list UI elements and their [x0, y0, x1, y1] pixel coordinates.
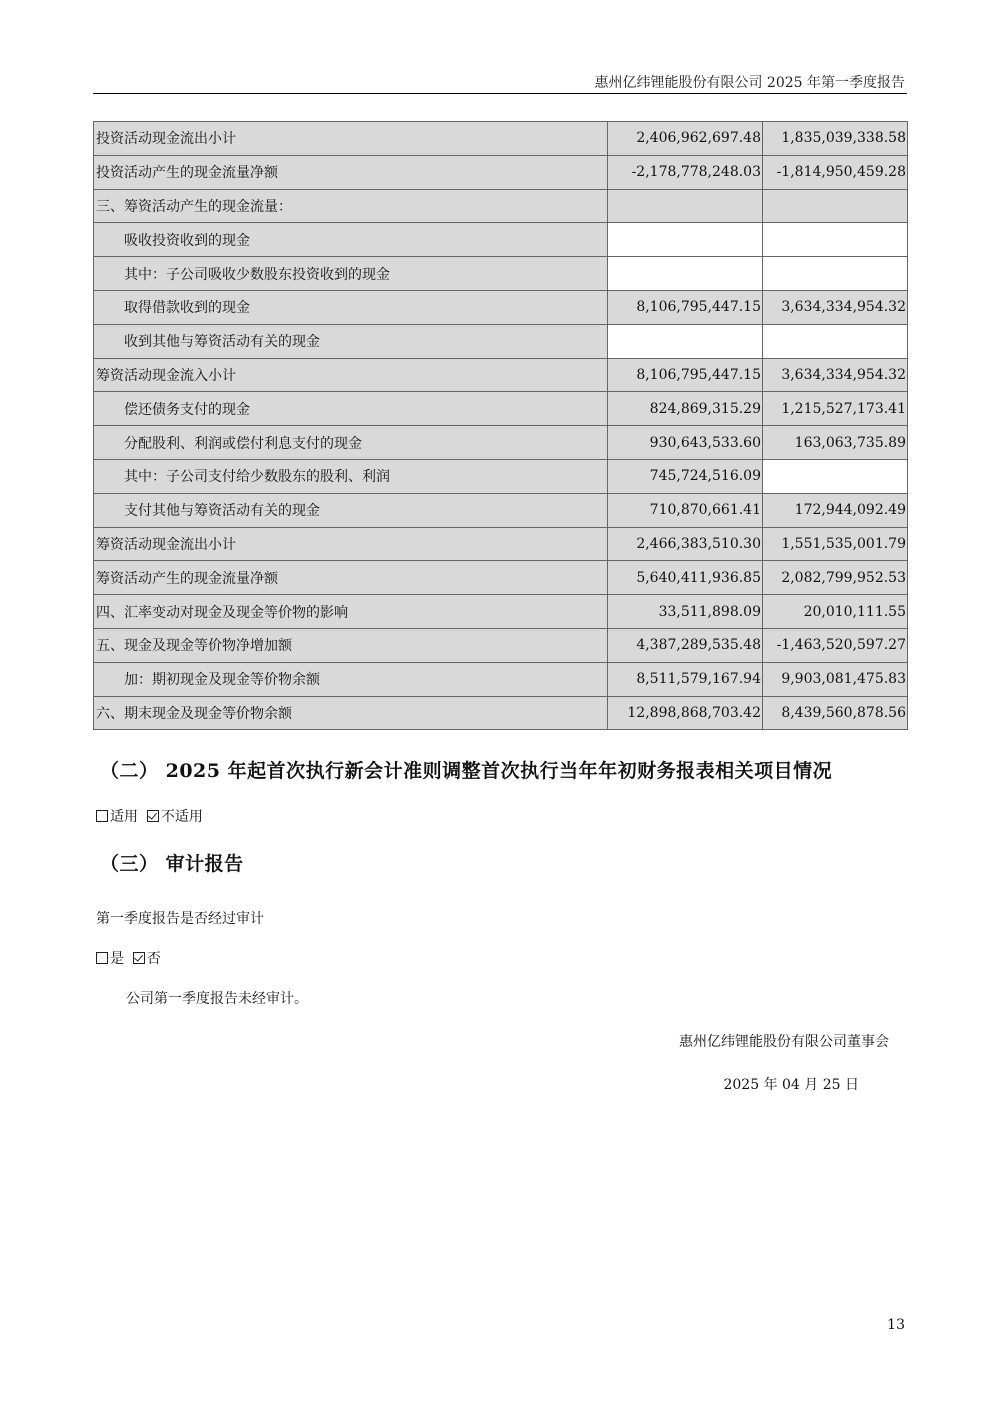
row-item-label: 分配股利、利润或偿付利息支付的现金 [94, 426, 608, 460]
row-current-period: 8,511,579,167.94 [608, 662, 763, 696]
row-previous-period: 3,634,334,954.32 [763, 358, 908, 392]
row-previous-period: 2,082,799,952.53 [763, 561, 908, 595]
row-previous-period: 20,010,111.55 [763, 595, 908, 629]
row-current-period: 4,387,289,535.48 [608, 628, 763, 662]
row-previous-period [763, 257, 908, 291]
row-item-label: 四、汇率变动对现金及现金等价物的影响 [94, 595, 608, 629]
row-current-period: 2,466,383,510.30 [608, 527, 763, 561]
row-item-label: 三、筹资活动产生的现金流量： [94, 189, 608, 223]
table-row [94, 459, 908, 493]
signature-date: 2025 年 04 月 25 日 [723, 1077, 859, 1093]
row-previous-period: 1,835,039,338.58 [763, 122, 908, 156]
row-item-label: 其中：子公司吸收少数股东投资收到的现金 [94, 257, 608, 291]
cash-flow-table-body [94, 122, 908, 730]
row-item-label: 投资活动现金流出小计 [94, 122, 608, 156]
row-previous-period: 163,063,735.89 [763, 426, 908, 460]
row-current-period [608, 223, 763, 257]
row-item-label: 筹资活动产生的现金流量净额 [94, 561, 608, 595]
table-row [94, 324, 908, 358]
option-applicable: 适用 [110, 809, 138, 825]
checkbox-icon [96, 952, 108, 964]
signature-company: 惠州亿纬锂能股份有限公司董事会 [679, 1034, 889, 1050]
section2-options [96, 806, 203, 826]
row-previous-period [763, 324, 908, 358]
table-row [94, 561, 908, 595]
section3-title: （三） 审计报告 [100, 853, 244, 875]
table-row [94, 257, 908, 291]
table-row [94, 122, 908, 156]
row-previous-period: 8,439,560,878.56 [763, 696, 908, 730]
table-row [94, 358, 908, 392]
option-yes: 是 [110, 951, 124, 967]
row-previous-period: 1,215,527,173.41 [763, 392, 908, 426]
row-current-period: 824,869,315.29 [608, 392, 763, 426]
row-item-label: 投资活动产生的现金流量净额 [94, 155, 608, 189]
table-row [94, 696, 908, 730]
row-previous-period: 9,903,081,475.83 [763, 662, 908, 696]
row-previous-period: -1,463,520,597.27 [763, 628, 908, 662]
row-current-period [608, 189, 763, 223]
row-item-label: 偿还债务支付的现金 [94, 392, 608, 426]
row-item-label: 取得借款收到的现金 [94, 290, 608, 324]
table-row [94, 527, 908, 561]
row-item-label: 加：期初现金及现金等价物余额 [94, 662, 608, 696]
audit-question: 第一季度报告是否经过审计 [96, 911, 264, 927]
row-item-label: 筹资活动现金流出小计 [94, 527, 608, 561]
page-header: 惠州亿纬锂能股份有限公司 2025 年第一季度报告 [594, 75, 905, 91]
option-not-applicable: 不适用 [160, 809, 203, 825]
table-row [94, 662, 908, 696]
row-previous-period: -1,814,950,459.28 [763, 155, 908, 189]
checkbox-icon [96, 810, 108, 822]
row-current-period: 12,898,868,703.42 [608, 696, 763, 730]
row-item-label: 六、期末现金及现金等价物余额 [94, 696, 608, 730]
audit-options [96, 948, 161, 968]
table-row [94, 155, 908, 189]
table-row [94, 595, 908, 629]
row-item-label: 收到其他与筹资活动有关的现金 [94, 324, 608, 358]
row-current-period: 8,106,795,447.15 [608, 358, 763, 392]
table-row [94, 290, 908, 324]
row-previous-period [763, 223, 908, 257]
table-row [94, 493, 908, 527]
row-current-period: 33,511,898.09 [608, 595, 763, 629]
row-previous-period [763, 189, 908, 223]
row-item-label: 其中：子公司支付给少数股东的股利、利润 [94, 459, 608, 493]
row-current-period: 745,724,516.09 [608, 459, 763, 493]
section2-title: （二） 2025 年起首次执行新会计准则调整首次执行当年年初财务报表相关项目情况 [100, 760, 833, 782]
row-previous-period: 172,944,092.49 [763, 493, 908, 527]
row-item-label: 支付其他与筹资活动有关的现金 [94, 493, 608, 527]
row-item-label: 筹资活动现金流入小计 [94, 358, 608, 392]
table-row [94, 392, 908, 426]
row-previous-period [763, 459, 908, 493]
row-current-period [608, 257, 763, 291]
checked-checkbox-icon [147, 810, 159, 822]
page-number: 13 [887, 1317, 905, 1333]
row-current-period: 710,870,661.41 [608, 493, 763, 527]
row-current-period: 930,643,533.60 [608, 426, 763, 460]
row-current-period [608, 324, 763, 358]
row-current-period: 8,106,795,447.15 [608, 290, 763, 324]
table-row [94, 189, 908, 223]
row-current-period: 2,406,962,697.48 [608, 122, 763, 156]
row-current-period: 5,640,411,936.85 [608, 561, 763, 595]
audit-note: 公司第一季度报告未经审计。 [126, 991, 308, 1007]
option-no: 否 [146, 951, 161, 967]
table-row [94, 628, 908, 662]
row-previous-period: 3,634,334,954.32 [763, 290, 908, 324]
row-item-label: 五、现金及现金等价物净增加额 [94, 628, 608, 662]
checked-checkbox-icon [133, 952, 145, 964]
row-current-period: -2,178,778,248.03 [608, 155, 763, 189]
row-item-label: 吸收投资收到的现金 [94, 223, 608, 257]
cash-flow-table [93, 121, 908, 730]
header-rule [93, 93, 907, 94]
table-row [94, 223, 908, 257]
table-row [94, 426, 908, 460]
row-previous-period: 1,551,535,001.79 [763, 527, 908, 561]
